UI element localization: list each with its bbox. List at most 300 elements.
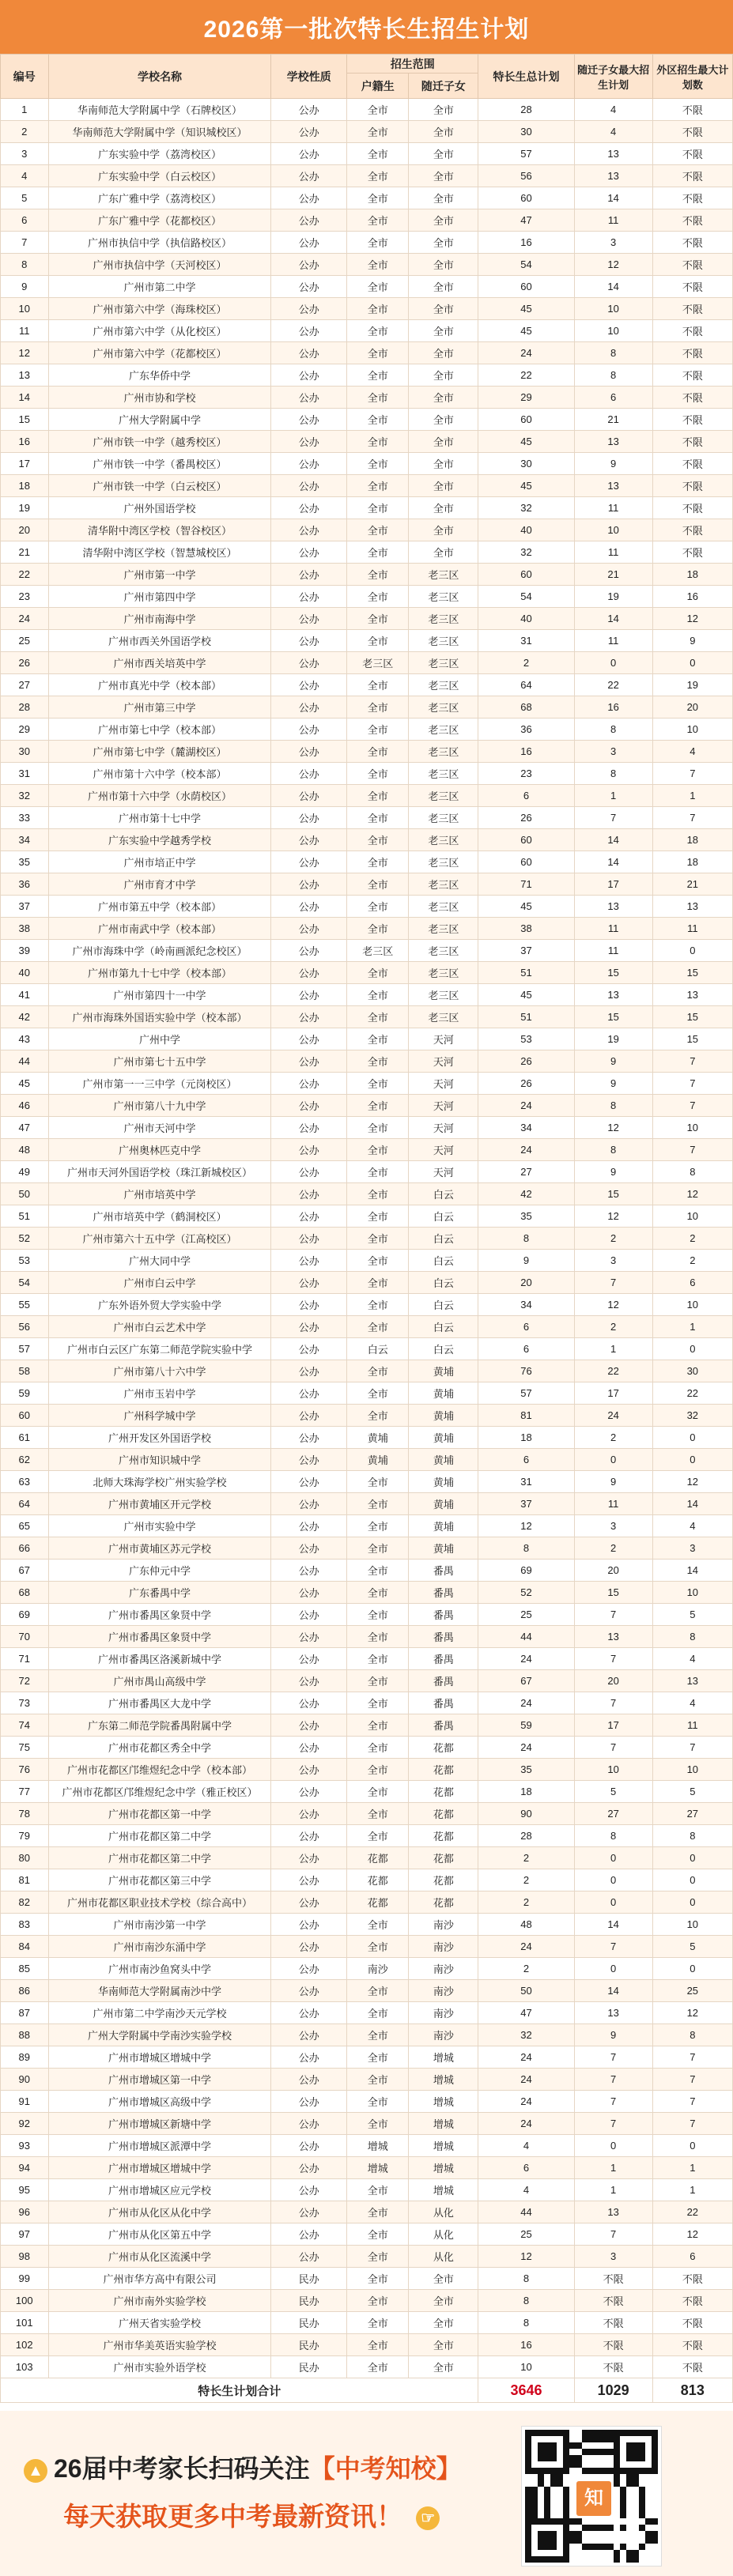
table-row xyxy=(1,1205,733,1228)
row-no: 52 xyxy=(1,1228,49,1250)
row-migrant-max: 0 xyxy=(574,2135,652,2157)
table-row xyxy=(1,564,733,586)
row-total: 30 xyxy=(478,453,574,475)
row-no: 30 xyxy=(1,741,49,763)
row-school: 广州市花都区邝维煜纪念中学（雅正校区） xyxy=(48,1781,271,1803)
row-range-migrant: 黄埔 xyxy=(409,1515,478,1537)
row-nature: 公办 xyxy=(271,564,347,586)
row-migrant-max: 7 xyxy=(574,2091,652,2113)
row-range-hukou: 全市 xyxy=(347,121,409,143)
row-outside-max: 0 xyxy=(652,1338,732,1360)
row-range-migrant: 老三区 xyxy=(409,896,478,918)
row-outside-max: 8 xyxy=(652,1161,732,1183)
totals-total: 3646 xyxy=(478,2378,574,2403)
table-row xyxy=(1,873,733,896)
row-school: 广州市花都区第三中学 xyxy=(48,1869,271,1891)
row-no: 80 xyxy=(1,1847,49,1869)
table-row xyxy=(1,342,733,364)
row-nature: 公办 xyxy=(271,2002,347,2024)
row-nature: 公办 xyxy=(271,342,347,364)
row-nature: 公办 xyxy=(271,187,347,209)
row-range-hukou: 全市 xyxy=(347,232,409,254)
row-school: 广州市培英中学（鹤洞校区） xyxy=(48,1205,271,1228)
row-school: 广东华侨中学 xyxy=(48,364,271,387)
row-outside-max: 3 xyxy=(652,1537,732,1560)
table-row xyxy=(1,1759,733,1781)
row-school: 广州市增城区增城中学 xyxy=(48,2046,271,2069)
row-total: 9 xyxy=(478,1250,574,1272)
row-range-hukou: 全市 xyxy=(347,254,409,276)
row-no: 100 xyxy=(1,2290,49,2312)
row-nature: 公办 xyxy=(271,475,347,497)
row-range-hukou: 全市 xyxy=(347,1382,409,1405)
table-row xyxy=(1,896,733,918)
row-outside-max: 不限 xyxy=(652,276,732,298)
row-no: 24 xyxy=(1,608,49,630)
row-nature: 公办 xyxy=(271,1714,347,1737)
row-range-hukou: 全市 xyxy=(347,409,409,431)
row-total: 34 xyxy=(478,1294,574,1316)
row-range-migrant: 白云 xyxy=(409,1183,478,1205)
row-outside-max: 8 xyxy=(652,1825,732,1847)
table-row xyxy=(1,431,733,453)
row-total: 2 xyxy=(478,1891,574,1914)
row-range-migrant: 全市 xyxy=(409,2356,478,2378)
row-no: 35 xyxy=(1,851,49,873)
row-range-migrant: 增城 xyxy=(409,2113,478,2135)
row-school: 广州市第十六中学（水荫校区） xyxy=(48,785,271,807)
table-row xyxy=(1,121,733,143)
table-row xyxy=(1,1272,733,1294)
row-nature: 公办 xyxy=(271,99,347,121)
row-migrant-max: 8 xyxy=(574,1095,652,1117)
row-nature: 公办 xyxy=(271,1117,347,1139)
row-school: 广州市南沙鱼窝头中学 xyxy=(48,1958,271,1980)
row-no: 88 xyxy=(1,2024,49,2046)
row-school: 广州市花都区第二中学 xyxy=(48,1847,271,1869)
pointing-hand-icon: ☞ xyxy=(416,2506,440,2530)
row-migrant-max: 3 xyxy=(574,1515,652,1537)
row-no: 9 xyxy=(1,276,49,298)
row-range-migrant: 老三区 xyxy=(409,851,478,873)
row-nature: 公办 xyxy=(271,1781,347,1803)
row-range-migrant: 增城 xyxy=(409,2091,478,2113)
row-total: 32 xyxy=(478,2024,574,2046)
row-total: 16 xyxy=(478,232,574,254)
row-nature: 公办 xyxy=(271,630,347,652)
row-total: 18 xyxy=(478,1427,574,1449)
row-school: 广州市培正中学 xyxy=(48,851,271,873)
row-migrant-max: 8 xyxy=(574,1139,652,1161)
row-school: 广州市育才中学 xyxy=(48,873,271,896)
row-range-hukou: 全市 xyxy=(347,1471,409,1493)
row-migrant-max: 14 xyxy=(574,851,652,873)
row-total: 24 xyxy=(478,342,574,364)
row-range-migrant: 老三区 xyxy=(409,608,478,630)
row-migrant-max: 9 xyxy=(574,453,652,475)
row-range-migrant: 老三区 xyxy=(409,829,478,851)
row-nature: 公办 xyxy=(271,409,347,431)
row-outside-max: 4 xyxy=(652,1648,732,1670)
row-migrant-max: 2 xyxy=(574,1228,652,1250)
row-nature: 公办 xyxy=(271,1825,347,1847)
row-migrant-max: 21 xyxy=(574,409,652,431)
row-outside-max: 22 xyxy=(652,1382,732,1405)
table-row xyxy=(1,2312,733,2334)
row-outside-max: 不限 xyxy=(652,165,732,187)
row-nature: 公办 xyxy=(271,1028,347,1050)
row-range-hukou: 老三区 xyxy=(347,652,409,674)
table-row xyxy=(1,497,733,519)
row-nature: 公办 xyxy=(271,1073,347,1095)
table-row xyxy=(1,918,733,940)
row-range-hukou: 全市 xyxy=(347,2002,409,2024)
table-row xyxy=(1,387,733,409)
row-range-hukou: 全市 xyxy=(347,342,409,364)
row-total: 56 xyxy=(478,165,574,187)
row-nature: 公办 xyxy=(271,1161,347,1183)
row-school: 广州市第二中学 xyxy=(48,276,271,298)
row-range-hukou: 全市 xyxy=(347,1781,409,1803)
row-range-migrant: 花都 xyxy=(409,1891,478,1914)
row-no: 93 xyxy=(1,2135,49,2157)
table-row xyxy=(1,276,733,298)
row-nature: 公办 xyxy=(271,1980,347,2002)
row-range-hukou: 全市 xyxy=(347,896,409,918)
table-row xyxy=(1,1405,733,1427)
row-no: 10 xyxy=(1,298,49,320)
row-range-migrant: 南沙 xyxy=(409,1936,478,1958)
row-range-migrant: 增城 xyxy=(409,2135,478,2157)
table-row xyxy=(1,2334,733,2356)
row-migrant-max: 13 xyxy=(574,2201,652,2223)
row-total: 38 xyxy=(478,918,574,940)
row-nature: 公办 xyxy=(271,608,347,630)
row-range-migrant: 黄埔 xyxy=(409,1493,478,1515)
row-range-migrant: 白云 xyxy=(409,1316,478,1338)
row-range-hukou: 全市 xyxy=(347,1117,409,1139)
row-no: 77 xyxy=(1,1781,49,1803)
row-no: 11 xyxy=(1,320,49,342)
row-outside-max: 21 xyxy=(652,873,732,896)
row-school: 广州市白云中学 xyxy=(48,1272,271,1294)
row-total: 37 xyxy=(478,1493,574,1515)
row-no: 98 xyxy=(1,2246,49,2268)
row-outside-max: 不限 xyxy=(652,2334,732,2356)
row-school: 广州市增城区应元学校 xyxy=(48,2179,271,2201)
row-outside-max: 5 xyxy=(652,1936,732,1958)
row-no: 19 xyxy=(1,497,49,519)
table-row xyxy=(1,696,733,718)
row-no: 34 xyxy=(1,829,49,851)
row-no: 41 xyxy=(1,984,49,1006)
row-range-migrant: 黄埔 xyxy=(409,1427,478,1449)
row-range-hukou: 全市 xyxy=(347,1825,409,1847)
row-total: 24 xyxy=(478,2113,574,2135)
row-outside-max: 0 xyxy=(652,652,732,674)
row-migrant-max: 16 xyxy=(574,696,652,718)
row-outside-max: 0 xyxy=(652,2135,732,2157)
row-migrant-max: 14 xyxy=(574,276,652,298)
row-no: 103 xyxy=(1,2356,49,2378)
row-nature: 公办 xyxy=(271,2046,347,2069)
row-nature: 公办 xyxy=(271,298,347,320)
row-school: 广州市第六十五中学（江高校区） xyxy=(48,1228,271,1250)
row-range-migrant: 全市 xyxy=(409,497,478,519)
row-nature: 公办 xyxy=(271,1316,347,1338)
totals-migrant: 1029 xyxy=(574,2378,652,2403)
row-nature: 公办 xyxy=(271,1405,347,1427)
table-row xyxy=(1,165,733,187)
table-row xyxy=(1,1869,733,1891)
row-outside-max: 不限 xyxy=(652,497,732,519)
row-range-migrant: 花都 xyxy=(409,1869,478,1891)
row-nature: 公办 xyxy=(271,2091,347,2113)
table-row xyxy=(1,409,733,431)
table-row xyxy=(1,1958,733,1980)
row-no: 92 xyxy=(1,2113,49,2135)
row-range-hukou: 全市 xyxy=(347,807,409,829)
row-nature: 公办 xyxy=(271,984,347,1006)
row-total: 40 xyxy=(478,519,574,541)
row-range-migrant: 全市 xyxy=(409,2334,478,2356)
table-row xyxy=(1,541,733,564)
row-nature: 公办 xyxy=(271,652,347,674)
row-range-hukou: 黄埔 xyxy=(347,1427,409,1449)
row-migrant-max: 10 xyxy=(574,519,652,541)
row-range-hukou: 全市 xyxy=(347,1714,409,1737)
row-no: 79 xyxy=(1,1825,49,1847)
row-nature: 公办 xyxy=(271,1803,347,1825)
row-range-migrant: 全市 xyxy=(409,475,478,497)
table-row xyxy=(1,608,733,630)
row-outside-max: 不限 xyxy=(652,453,732,475)
row-range-hukou: 全市 xyxy=(347,962,409,984)
row-school: 清华附中湾区学校（智谷校区） xyxy=(48,519,271,541)
row-outside-max: 27 xyxy=(652,1803,732,1825)
table-row xyxy=(1,1117,733,1139)
row-total: 28 xyxy=(478,99,574,121)
row-migrant-max: 7 xyxy=(574,1604,652,1626)
table-row xyxy=(1,763,733,785)
row-nature: 公办 xyxy=(271,2201,347,2223)
table-row xyxy=(1,364,733,387)
row-total: 32 xyxy=(478,497,574,519)
row-outside-max: 不限 xyxy=(652,209,732,232)
row-range-migrant: 老三区 xyxy=(409,741,478,763)
row-migrant-max: 6 xyxy=(574,387,652,409)
row-range-hukou: 全市 xyxy=(347,431,409,453)
row-no: 76 xyxy=(1,1759,49,1781)
row-range-migrant: 天河 xyxy=(409,1117,478,1139)
row-nature: 公办 xyxy=(271,387,347,409)
row-range-migrant: 黄埔 xyxy=(409,1360,478,1382)
row-total: 26 xyxy=(478,1050,574,1073)
row-range-hukou: 全市 xyxy=(347,2290,409,2312)
row-range-migrant: 天河 xyxy=(409,1028,478,1050)
row-outside-max: 12 xyxy=(652,2002,732,2024)
table-row xyxy=(1,209,733,232)
row-nature: 公办 xyxy=(271,741,347,763)
row-nature: 民办 xyxy=(271,2356,347,2378)
row-migrant-max: 19 xyxy=(574,586,652,608)
row-total: 12 xyxy=(478,2246,574,2268)
row-range-hukou: 全市 xyxy=(347,1759,409,1781)
row-migrant-max: 11 xyxy=(574,497,652,519)
row-migrant-max: 9 xyxy=(574,1471,652,1493)
table-row xyxy=(1,1250,733,1272)
row-school: 广州市禺山高级中学 xyxy=(48,1670,271,1692)
row-range-migrant: 白云 xyxy=(409,1228,478,1250)
row-nature: 公办 xyxy=(271,1471,347,1493)
table-row xyxy=(1,2157,733,2179)
row-migrant-max: 10 xyxy=(574,298,652,320)
row-outside-max: 11 xyxy=(652,1714,732,1737)
row-no: 54 xyxy=(1,1272,49,1294)
row-school: 广州中学 xyxy=(48,1028,271,1050)
row-no: 67 xyxy=(1,1560,49,1582)
row-migrant-max: 8 xyxy=(574,364,652,387)
row-nature: 公办 xyxy=(271,1648,347,1670)
row-outside-max: 6 xyxy=(652,1272,732,1294)
row-total: 60 xyxy=(478,187,574,209)
row-range-migrant: 老三区 xyxy=(409,718,478,741)
row-outside-max: 不限 xyxy=(652,298,732,320)
row-range-migrant: 老三区 xyxy=(409,918,478,940)
row-range-hukou: 全市 xyxy=(347,630,409,652)
table-row xyxy=(1,2113,733,2135)
row-range-migrant: 老三区 xyxy=(409,652,478,674)
row-range-migrant: 番禺 xyxy=(409,1648,478,1670)
qr-code[interactable] xyxy=(522,2427,661,2566)
row-school: 广州市实验外语学校 xyxy=(48,2356,271,2378)
row-migrant-max: 1 xyxy=(574,1338,652,1360)
row-nature: 公办 xyxy=(271,320,347,342)
row-range-hukou: 全市 xyxy=(347,1648,409,1670)
row-outside-max: 13 xyxy=(652,984,732,1006)
row-school: 广州市第四中学 xyxy=(48,586,271,608)
table-row xyxy=(1,851,733,873)
row-range-migrant: 全市 xyxy=(409,431,478,453)
table-row xyxy=(1,1670,733,1692)
row-range-migrant: 番禺 xyxy=(409,1670,478,1692)
row-school: 广东第二师范学院番禺附属中学 xyxy=(48,1714,271,1737)
row-range-hukou: 全市 xyxy=(347,2113,409,2135)
row-outside-max: 14 xyxy=(652,1560,732,1582)
row-school: 广州市第六中学（从化校区） xyxy=(48,320,271,342)
row-outside-max: 1 xyxy=(652,2157,732,2179)
table-body xyxy=(1,99,733,2378)
row-nature: 公办 xyxy=(271,1560,347,1582)
row-school: 广州市增城区派潭中学 xyxy=(48,2135,271,2157)
row-migrant-max: 7 xyxy=(574,2223,652,2246)
row-school: 广州市增城区新塘中学 xyxy=(48,2113,271,2135)
row-no: 97 xyxy=(1,2223,49,2246)
row-nature: 公办 xyxy=(271,1958,347,1980)
row-range-hukou: 全市 xyxy=(347,1803,409,1825)
row-outside-max: 不限 xyxy=(652,364,732,387)
row-range-migrant: 番禺 xyxy=(409,1714,478,1737)
row-range-hukou: 全市 xyxy=(347,298,409,320)
table-row xyxy=(1,962,733,984)
row-no: 1 xyxy=(1,99,49,121)
row-nature: 公办 xyxy=(271,851,347,873)
row-range-hukou: 全市 xyxy=(347,1936,409,1958)
row-range-hukou: 全市 xyxy=(347,1914,409,1936)
row-outside-max: 不限 xyxy=(652,99,732,121)
table-row xyxy=(1,1050,733,1073)
table-row xyxy=(1,1891,733,1914)
row-no: 90 xyxy=(1,2069,49,2091)
row-outside-max: 5 xyxy=(652,1604,732,1626)
row-nature: 公办 xyxy=(271,807,347,829)
row-school: 广州市番禺区洛溪新城中学 xyxy=(48,1648,271,1670)
row-no: 40 xyxy=(1,962,49,984)
row-nature: 公办 xyxy=(271,1050,347,1073)
row-range-hukou: 全市 xyxy=(347,2201,409,2223)
row-total: 28 xyxy=(478,1825,574,1847)
row-range-hukou: 全市 xyxy=(347,1073,409,1095)
row-range-migrant: 黄埔 xyxy=(409,1382,478,1405)
row-no: 25 xyxy=(1,630,49,652)
row-outside-max: 10 xyxy=(652,1759,732,1781)
row-migrant-max: 11 xyxy=(574,940,652,962)
row-no: 17 xyxy=(1,453,49,475)
row-total: 52 xyxy=(478,1582,574,1604)
row-range-migrant: 南沙 xyxy=(409,1958,478,1980)
row-migrant-max: 不限 xyxy=(574,2268,652,2290)
row-range-migrant: 白云 xyxy=(409,1294,478,1316)
table-row xyxy=(1,674,733,696)
row-range-migrant: 老三区 xyxy=(409,763,478,785)
row-range-migrant: 老三区 xyxy=(409,586,478,608)
row-range-migrant: 全市 xyxy=(409,209,478,232)
row-total: 12 xyxy=(478,1515,574,1537)
row-no: 82 xyxy=(1,1891,49,1914)
row-migrant-max: 12 xyxy=(574,254,652,276)
row-total: 51 xyxy=(478,1006,574,1028)
row-no: 53 xyxy=(1,1250,49,1272)
row-range-migrant: 白云 xyxy=(409,1272,478,1294)
row-migrant-max: 10 xyxy=(574,320,652,342)
row-school: 广州市南外实验学校 xyxy=(48,2290,271,2312)
row-school: 广州市从化区从化中学 xyxy=(48,2201,271,2223)
row-outside-max: 0 xyxy=(652,1847,732,1869)
row-range-migrant: 花都 xyxy=(409,1759,478,1781)
row-no: 73 xyxy=(1,1692,49,1714)
row-school: 广州市番禺区大龙中学 xyxy=(48,1692,271,1714)
row-outside-max: 10 xyxy=(652,718,732,741)
row-nature: 公办 xyxy=(271,2157,347,2179)
row-nature: 公办 xyxy=(271,276,347,298)
row-outside-max: 12 xyxy=(652,1183,732,1205)
row-total: 76 xyxy=(478,1360,574,1382)
row-outside-max: 4 xyxy=(652,741,732,763)
row-nature: 公办 xyxy=(271,364,347,387)
row-outside-max: 18 xyxy=(652,829,732,851)
row-school: 广州市花都区第二中学 xyxy=(48,1825,271,1847)
table-row xyxy=(1,143,733,165)
row-nature: 公办 xyxy=(271,1294,347,1316)
row-outside-max: 7 xyxy=(652,1095,732,1117)
row-no: 14 xyxy=(1,387,49,409)
row-range-migrant: 天河 xyxy=(409,1050,478,1073)
row-outside-max: 8 xyxy=(652,2024,732,2046)
row-range-hukou: 全市 xyxy=(347,364,409,387)
row-outside-max: 9 xyxy=(652,630,732,652)
row-no: 50 xyxy=(1,1183,49,1205)
row-school: 广州外国语学校 xyxy=(48,497,271,519)
